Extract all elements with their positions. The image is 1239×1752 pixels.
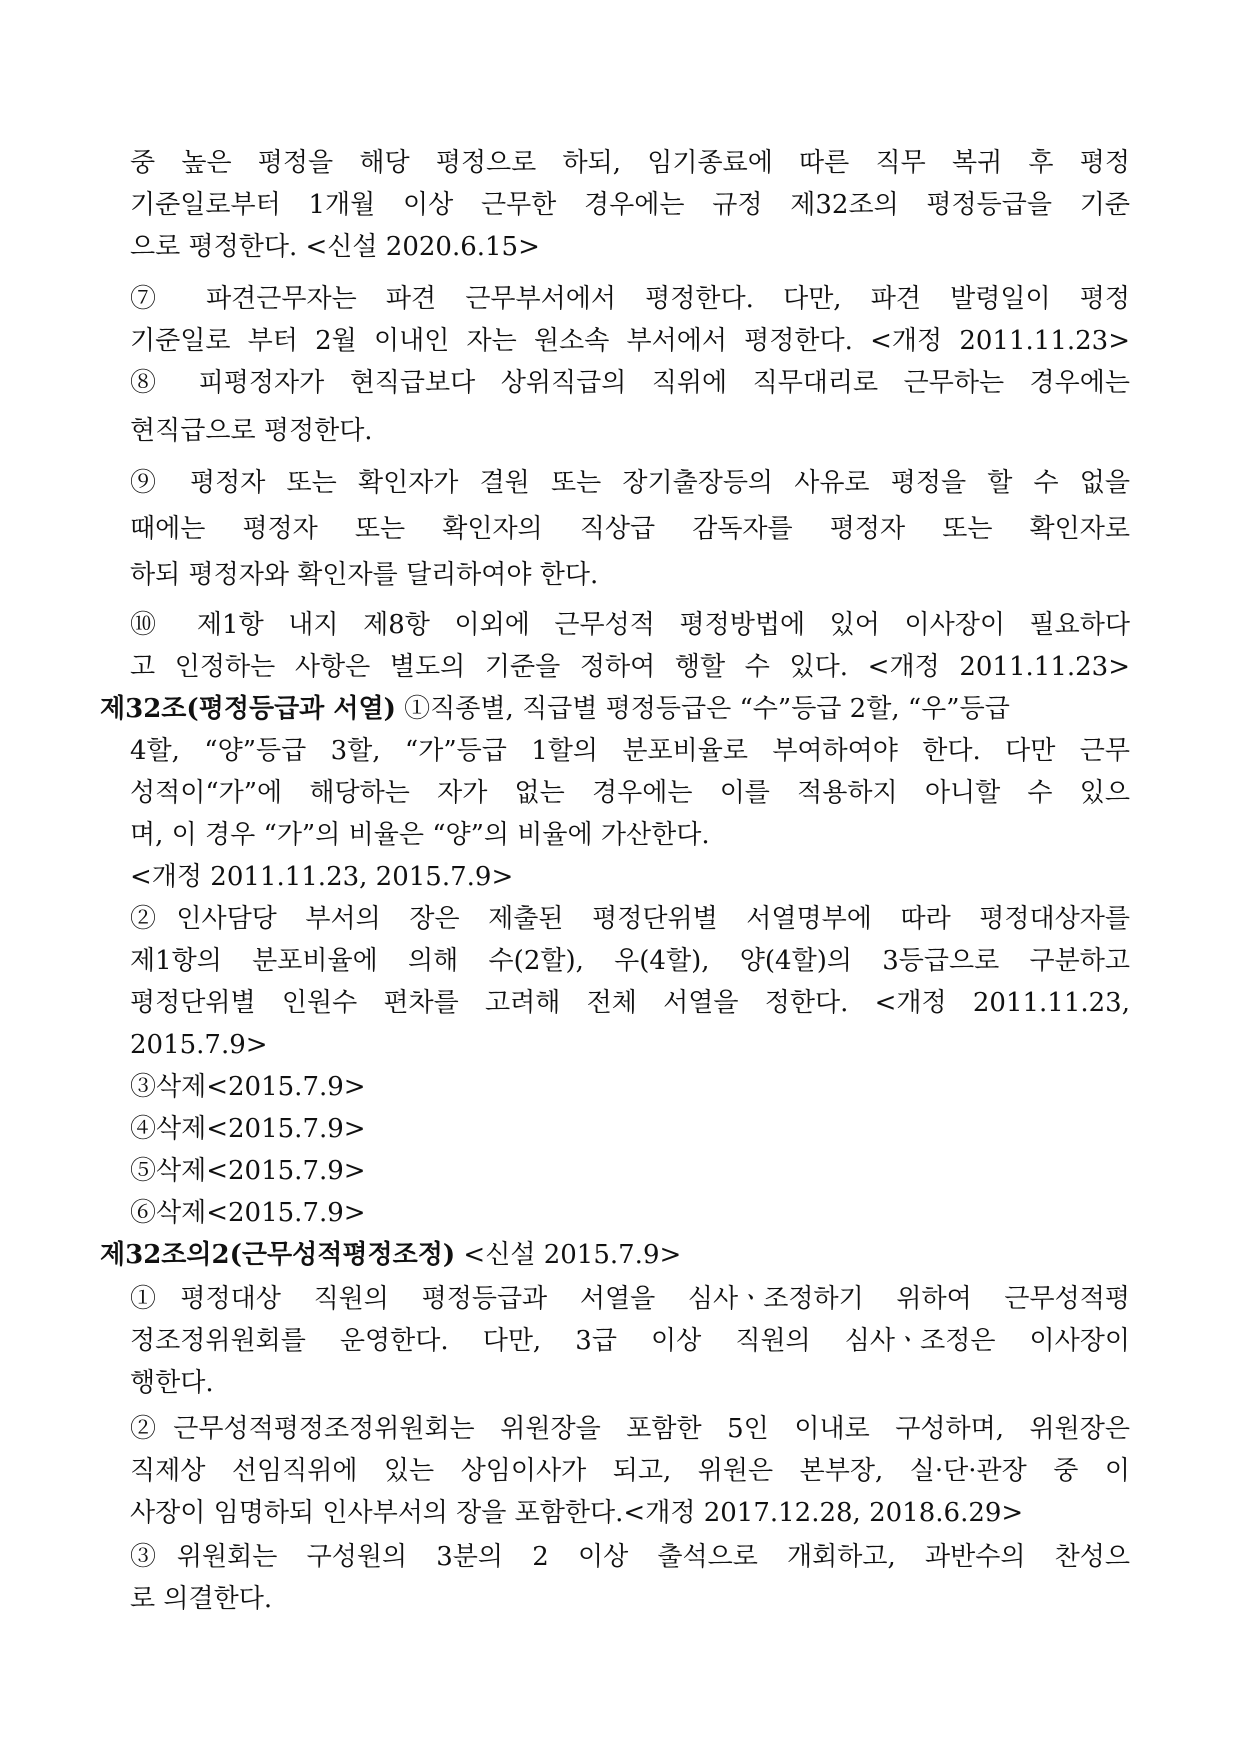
article-32-2-line — [100, 1238, 681, 1272]
article-32-line — [100, 692, 1130, 726]
text-line: ⑥삭제<2015.7.9> — [130, 1198, 366, 1228]
text-line: 성적이“가”에 해당하는 자가 없는 경우에는 이를 적용하지 아니할 수 있으 — [130, 778, 1130, 808]
text-line: 사장이 임명하되 인사부서의 장을 포함한다.<개정 2017.12.28, 2018.6.29> — [130, 1498, 1024, 1528]
text-line: 정조정위원회를 운영한다. 다만, 3급 이상 직원의 심사ㆍ조정은 이사장이 — [130, 1326, 1130, 1356]
text-line: 하되 평정자와 확인자를 달리하여야 한다. — [130, 560, 599, 590]
text-line: 고 인정하는 사항은 별도의 기준을 정하여 행할 수 있다. <개정 2011.11.23> — [130, 652, 1130, 682]
text-line: 기준일로부터 1개월 이상 근무한 경우에는 규정 제32조의 평정등급을 기준 — [130, 190, 1130, 220]
text-line: ①직종별, 직급별 평정등급은 “수”등급 2할, “우”등급 — [395, 694, 1010, 724]
text-line: 평정단위별 인원수 편차를 고려해 전체 서열을 정한다. <개정 2011.11.23, — [130, 988, 1130, 1018]
text-line: 때에는 평정자 또는 확인자의 직상급 감독자를 평정자 또는 확인자로 — [130, 514, 1130, 544]
text-line: ①평정대상 직원의 평정등급과 서열을 심사ㆍ조정하기 위하여 근무성적평 — [130, 1284, 1130, 1314]
text-line: ④삭제<2015.7.9> — [130, 1114, 366, 1144]
text-line: ③위원회는 구성원의 3분의 2 이상 출석으로 개회하고, 과반수의 찬성으 — [130, 1542, 1130, 1572]
text-line: 중 높은 평정을 해당 평정으로 하되, 임기종료에 따른 직무 복귀 후 평정 — [130, 148, 1130, 178]
text-line: 기준일로 부터 2월 이내인 자는 원소속 부서에서 평정한다. <개정 2011.11.23> — [130, 326, 1130, 356]
text-line: 제1항의 분포비율에 의해 수(2할), 우(4할), 양(4할)의 3등급으로 구분하고 — [130, 946, 1130, 976]
text-line: 2015.7.9> — [130, 1030, 268, 1060]
text-line: <개정 2011.11.23, 2015.7.9> — [130, 862, 514, 892]
article-heading: 제32조(평정등급과 서열) — [100, 694, 396, 724]
text-line: ③삭제<2015.7.9> — [130, 1072, 366, 1102]
text-line: <신설 2015.7.9> — [455, 1240, 682, 1270]
text-line: ②근무성적평정조정위원회는 위원장을 포함한 5인 이내로 구성하며, 위원장은 — [130, 1414, 1130, 1444]
text-line: ⑤삭제<2015.7.9> — [130, 1156, 366, 1186]
text-line: 직제상 선임직위에 있는 상임이사가 되고, 위원은 본부장, 실·단·관장 중 이 — [130, 1456, 1130, 1486]
text-line: ⑩ 제1항 내지 제8항 이외에 근무성적 평정방법에 있어 이사장이 필요하다 — [130, 610, 1130, 640]
text-line: ⑦ 파견근무자는 파견 근무부서에서 평정한다. 다만, 파견 발령일이 평정 — [130, 284, 1130, 314]
text-line: 로 의결한다. — [130, 1584, 273, 1614]
text-line: 4할, “양”등급 3할, “가”등급 1할의 분포비율로 부여하여야 한다. 다만 근무 — [130, 736, 1130, 766]
text-line: 행한다. — [130, 1368, 214, 1398]
article-heading: 제32조의2(근무성적평정조정) — [100, 1240, 456, 1270]
text-line: 으로 평정한다. <신설 2020.6.15> — [130, 232, 540, 262]
text-line: 현직급으로 평정한다. — [130, 416, 373, 446]
text-line: 며, 이 경우 “가”의 비율은 “양”의 비율에 가산한다. — [130, 820, 710, 850]
text-line: ⑧ 피평정자가 현직급보다 상위직급의 직위에 직무대리로 근무하는 경우에는 — [130, 368, 1130, 398]
text-line: ⑨ 평정자 또는 확인자가 결원 또는 장기출장등의 사유로 평정을 할 수 없을 — [130, 468, 1130, 498]
text-line: ②인사담당 부서의 장은 제출된 평정단위별 서열명부에 따라 평정대상자를 — [130, 904, 1130, 934]
